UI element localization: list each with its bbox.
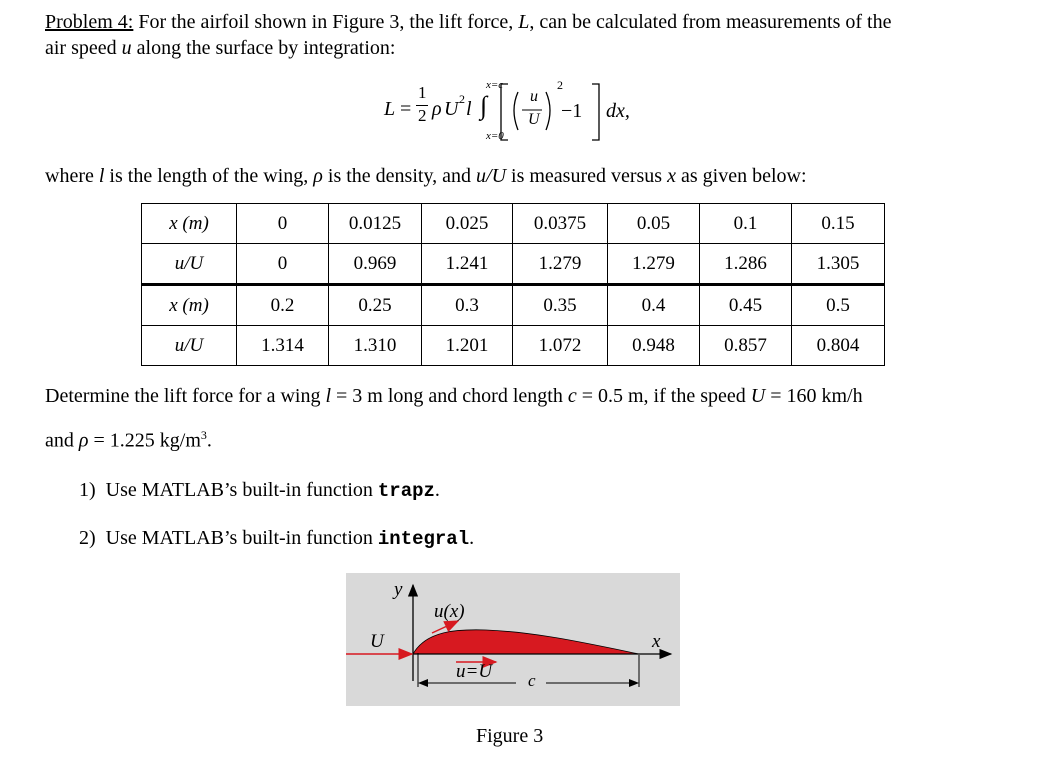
table-cell: 0.2 bbox=[237, 285, 329, 326]
table-cell: 0.857 bbox=[700, 326, 792, 366]
c-label: c bbox=[528, 671, 536, 690]
list-item: 1) Use MATLAB’s built-in function trapz. bbox=[79, 479, 440, 502]
table-cell: 0.025 bbox=[422, 204, 513, 244]
list-item: 2) Use MATLAB’s built-in function integral. bbox=[79, 527, 475, 550]
table-cell: 1.279 bbox=[513, 244, 608, 285]
y-label: y bbox=[394, 579, 403, 600]
table-cell: 0.0375 bbox=[513, 204, 608, 244]
table-cell: 1.072 bbox=[513, 326, 608, 366]
table-row bbox=[142, 204, 885, 244]
determine-line-1: Determine the lift force for a wing l = 3 m long and chord length c = 0.5 m, if the speed U = 160 km/h bbox=[45, 385, 863, 407]
table-header-cell: u/U bbox=[142, 326, 237, 366]
integral-sign: ∫ bbox=[480, 91, 488, 120]
table-header-cell: x (m) bbox=[142, 285, 237, 326]
table-header-cell: u/U bbox=[142, 244, 237, 285]
code-trapz: trapz bbox=[377, 480, 435, 502]
table-cell: 0.25 bbox=[329, 285, 422, 326]
figure-caption: Figure 3 bbox=[476, 725, 544, 747]
table-row bbox=[142, 244, 885, 285]
table-cell: 1.241 bbox=[422, 244, 513, 285]
determine-line-2: and ρ = 1.225 $kg/m^3$. bbox=[45, 428, 212, 452]
lift-formula: L = 1 2 ρ U 2 l x=c ∫ x=0 u U 2 −1 dx, bbox=[380, 78, 670, 146]
airfoil-shape bbox=[413, 630, 639, 654]
table-cell: 1.286 bbox=[700, 244, 792, 285]
table-cell: 0 bbox=[237, 244, 329, 285]
problem-label: Problem 4: bbox=[45, 11, 134, 33]
table-cell: 0.15 bbox=[792, 204, 885, 244]
table-cell: 1.305 bbox=[792, 244, 885, 285]
table-cell: 0.804 bbox=[792, 326, 885, 366]
ueqU-label: u=U bbox=[456, 661, 493, 682]
problem-line-1: Problem 4: For the airfoil shown in Figure 3, the lift force, L, can be calculated from measurements of the bbox=[45, 11, 892, 33]
table-cell: 0.3 bbox=[422, 285, 513, 326]
table-row bbox=[142, 285, 885, 326]
table-cell: 0.0125 bbox=[329, 204, 422, 244]
table-cell: 1.201 bbox=[422, 326, 513, 366]
ux-label: u(x) bbox=[434, 601, 465, 622]
table-header-cell: x (m) bbox=[142, 204, 237, 244]
airfoil-figure bbox=[346, 573, 680, 706]
table-cell: 1.314 bbox=[237, 326, 329, 366]
x-label: x bbox=[652, 631, 661, 652]
table-cell: 0.4 bbox=[608, 285, 700, 326]
table-cell: 0 bbox=[237, 204, 329, 244]
table-cell: 0.1 bbox=[700, 204, 792, 244]
where-line: where l is the length of the wing, ρ is the density, and u/U is measured versus x as given below: bbox=[45, 165, 807, 187]
table-cell: 0.5 bbox=[792, 285, 885, 326]
table-cell: 0.35 bbox=[513, 285, 608, 326]
table-cell: 0.05 bbox=[608, 204, 700, 244]
table-cell: 0.969 bbox=[329, 244, 422, 285]
table-cell: 1.310 bbox=[329, 326, 422, 366]
U-label: U bbox=[370, 631, 384, 652]
measurement-table bbox=[141, 203, 885, 366]
code-integral: integral bbox=[377, 528, 470, 550]
table-row bbox=[142, 326, 885, 366]
table-cell: 0.948 bbox=[608, 326, 700, 366]
problem-line-2: air speed u along the surface by integration: bbox=[45, 37, 396, 59]
table-cell: 1.279 bbox=[608, 244, 700, 285]
table-cell: 0.45 bbox=[700, 285, 792, 326]
